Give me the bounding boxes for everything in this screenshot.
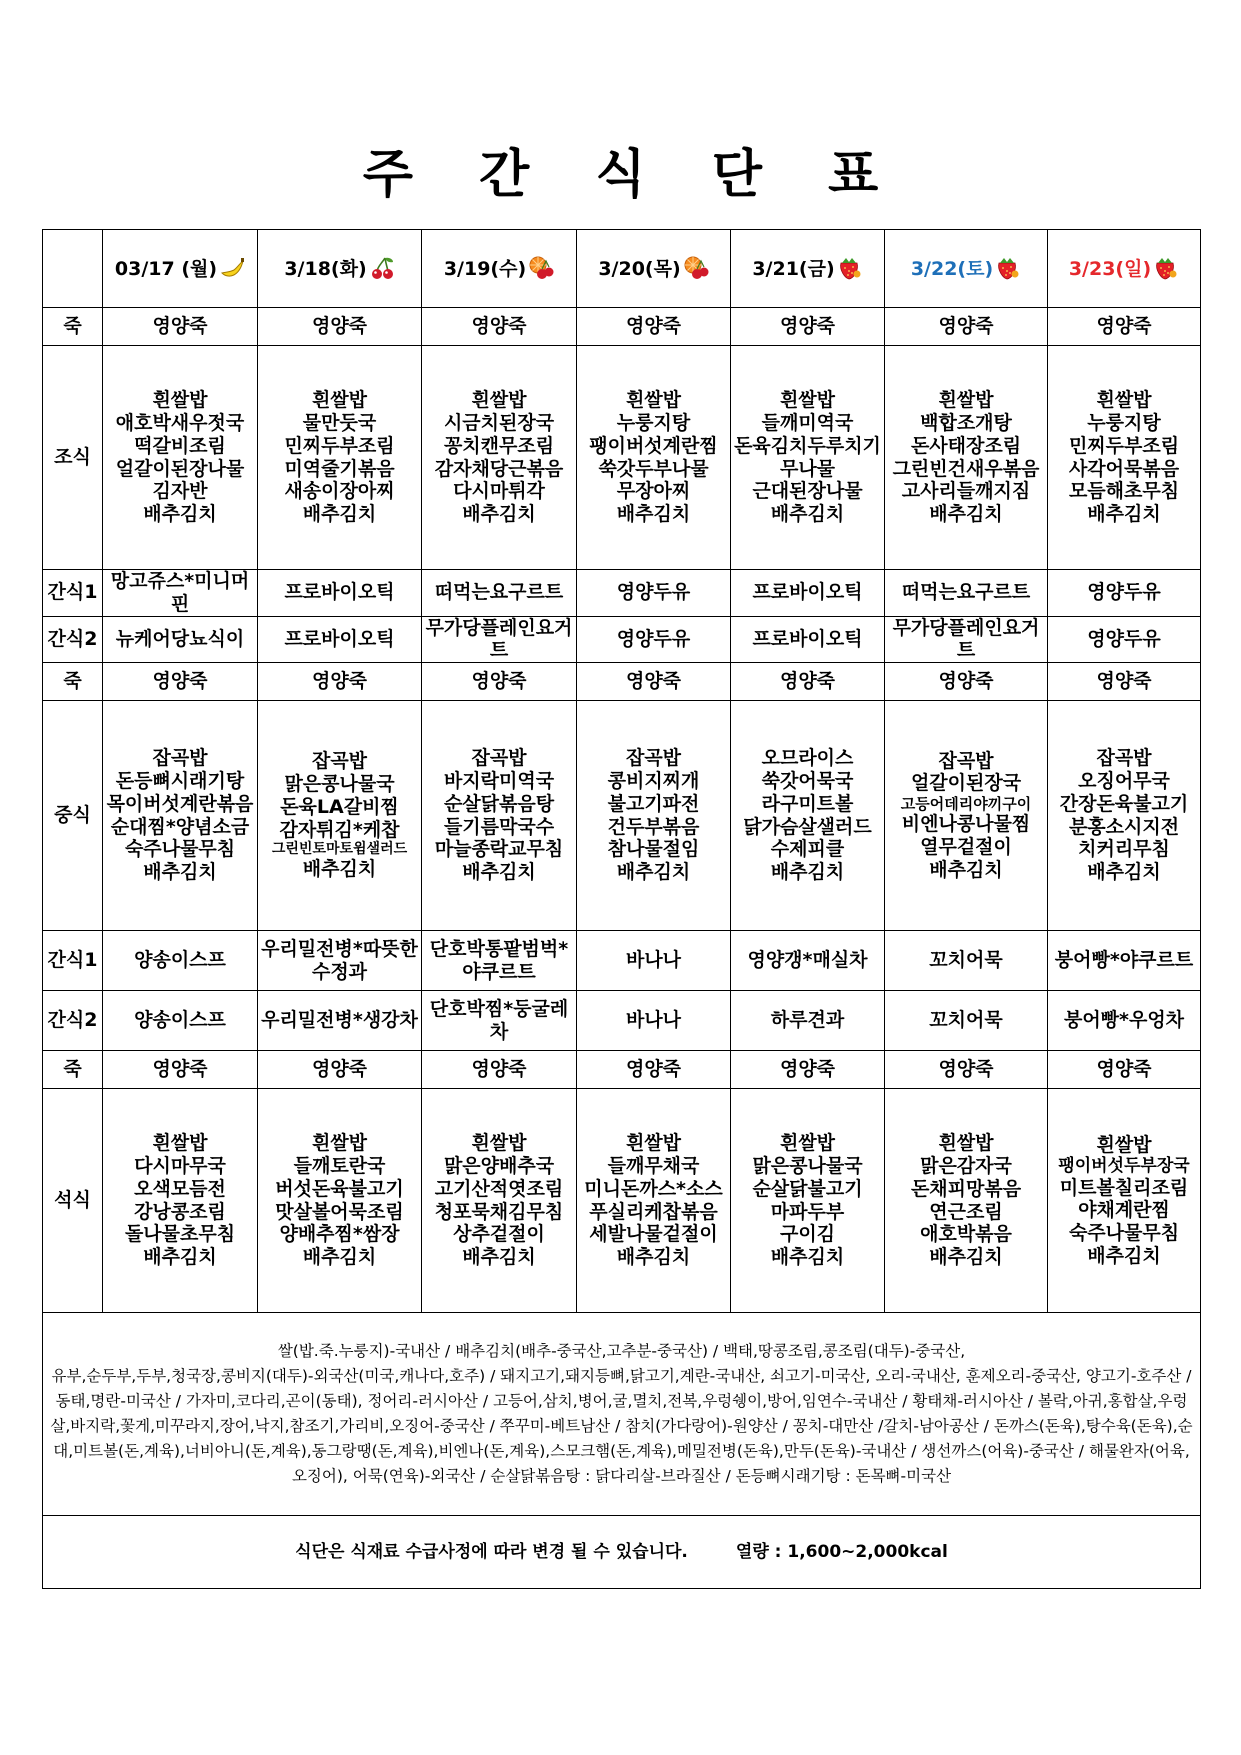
menu-item: 흰쌀밥 (938, 1132, 994, 1155)
weekly-menu-table (42, 229, 1201, 1589)
menu-item: 열무겉절이 (920, 836, 1012, 859)
row-label-breakfast: 조식 (43, 346, 103, 570)
menu-cell: 프로바이오틱 (258, 570, 422, 617)
menu-cell: 영양죽 (885, 308, 1048, 346)
menu-cell: 꼬치어묵 (885, 931, 1048, 991)
menu-cell: 영양죽 (422, 663, 577, 701)
menu-item: 잡곡밥 (471, 747, 527, 770)
menu-item: 야채계란찜 (1078, 1199, 1170, 1222)
menu-item: 불고기파전 (607, 792, 700, 815)
meal-cell (577, 346, 731, 570)
menu-cell: 우리밀전병*따뜻한 수정과 (258, 931, 422, 991)
meal-cell (103, 701, 258, 931)
menu-item: 그린빈건새우볶음 (892, 457, 1040, 480)
page-title: 주 간 식 단 표 (362, 145, 903, 205)
menu-item: 흰쌀밥 (1096, 1133, 1152, 1156)
day-label: 3/22(토) (910, 258, 994, 281)
menu-item: 들기름막국수 (443, 815, 555, 838)
menu-item: 목이버섯계란볶음 (106, 792, 254, 815)
menu-cell: 프로바이오틱 (258, 616, 422, 663)
menu-item: 돈채피망볶음 (910, 1177, 1022, 1200)
meal-cell (258, 701, 422, 931)
dinner-row (43, 1089, 1201, 1313)
menu-item: 팽이버섯두부장국 (1058, 1156, 1190, 1177)
menu-item: 배추김치 (302, 1246, 377, 1269)
menu-cell: 영양죽 (577, 1051, 731, 1089)
row-label-lunch: 중식 (43, 701, 103, 931)
corner-cell (43, 230, 103, 308)
menu-cell: 영양두유 (577, 570, 731, 617)
menu-item: 수제피클 (770, 838, 845, 861)
meal-cell (103, 346, 258, 570)
menu-item: 맑은콩나물국 (752, 1155, 863, 1178)
dinner-porridge-row (43, 1051, 1201, 1089)
menu-item: 순대찜*양념소금 (110, 815, 250, 838)
origin-notes-row (43, 1313, 1201, 1516)
menu-item: 배추김치 (1087, 1245, 1161, 1268)
menu-cell: 영양죽 (731, 663, 885, 701)
menu-item: 쑥갓두부나물 (598, 457, 709, 480)
menu-cell: 영양죽 (885, 663, 1048, 701)
menu-cell: 바나나 (577, 931, 731, 991)
day-header-tue (258, 230, 422, 308)
menu-cell: 양송이스프 (103, 991, 258, 1051)
menu-cell: 프로바이오틱 (731, 570, 885, 617)
menu-item: 흰쌀밥 (471, 389, 527, 412)
meal-cell (1048, 1089, 1201, 1313)
meal-cell (422, 701, 577, 931)
menu-cell: 붕어빵*우엉차 (1048, 991, 1201, 1051)
menu-item: 바지락미역국 (443, 770, 555, 793)
menu-item: 배추김치 (462, 861, 536, 884)
menu-cell: 영양죽 (885, 1051, 1048, 1089)
menu-item: 배추김치 (929, 1246, 1003, 1269)
menu-cell: 무가당플레인요거트 (885, 616, 1048, 663)
menu-item: 무나물 (779, 457, 836, 480)
menu-item: 돌나물초무침 (124, 1223, 236, 1246)
lunch-porridge-row (43, 663, 1201, 701)
lunch-row (43, 701, 1201, 931)
menu-item: 흰쌀밥 (471, 1132, 527, 1155)
lunch-snack1-row (43, 931, 1201, 991)
menu-cell: 영양죽 (103, 1051, 258, 1089)
menu-item: 잡곡밥 (152, 747, 208, 770)
menu-cell: 영양두유 (577, 616, 731, 663)
origin-line-1: 쌀(밥.죽.누룽지)-국내산 / 배추김치(배추-중국산,고추분-중국산) / 백태,땅콩조림,콩조림(대두)-중국산, (277, 1342, 966, 1361)
row-label-porridge: 죽 (43, 1051, 103, 1089)
menu-cell: 단호박찜*둥굴레차 (422, 991, 577, 1051)
menu-cell: 영양죽 (1048, 1051, 1201, 1089)
cherry-icon (369, 256, 395, 280)
menu-item: 고기산적엿조림 (434, 1177, 564, 1200)
menu-cell: 영양죽 (577, 308, 731, 346)
row-label-snack1: 간식1 (43, 931, 103, 991)
day-label: 3/18(화) (284, 258, 367, 281)
menu-item: 팽이버섯계란찜 (589, 434, 718, 457)
menu-item: 연근조림 (929, 1200, 1003, 1223)
menu-item: 애호박볶음 (920, 1223, 1012, 1246)
menu-item: 흰쌀밥 (938, 389, 994, 412)
menu-item: 들깨토란국 (293, 1155, 386, 1178)
menu-cell: 단호박통팥범벅*야쿠르트 (422, 931, 577, 991)
menu-item: 흰쌀밥 (152, 1132, 208, 1155)
day-label: 3/20(목) (598, 258, 681, 281)
menu-item: 시금치된장국 (443, 411, 555, 434)
menu-item: 버섯돈육불고기 (275, 1177, 404, 1200)
menu-item: 오므라이스 (761, 747, 854, 770)
menu-item: 마파두부 (770, 1200, 845, 1223)
menu-item: 배추김치 (770, 861, 845, 884)
menu-item: 배추김치 (770, 1246, 845, 1269)
menu-change-notice: 식단은 식재료 수급사정에 따라 변경 될 수 있습니다. (295, 1541, 688, 1562)
meal-cell (258, 346, 422, 570)
meal-cell (885, 346, 1048, 570)
menu-item: 배추김치 (929, 858, 1003, 881)
menu-item: 쑥갓어묵국 (761, 770, 854, 793)
day-header-thu (577, 230, 731, 308)
menu-item: 배추김치 (143, 1246, 217, 1269)
menu-cell: 영양두유 (1048, 616, 1201, 663)
breakfast-porridge-row (43, 308, 1201, 346)
day-label: 3/21(금) (752, 258, 835, 281)
day-label: 3/23(일) (1068, 258, 1152, 281)
origin-notes (43, 1313, 1201, 1516)
menu-cell: 영양죽 (577, 663, 731, 701)
menu-item: 민찌두부조림 (1068, 434, 1180, 457)
day-label: 03/17 (월) (114, 258, 218, 281)
meal-cell (885, 701, 1048, 931)
menu-cell: 하루견과 (731, 991, 885, 1051)
day-header-wed (422, 230, 577, 308)
menu-item: 잡곡밥 (1096, 747, 1152, 770)
menu-item: 얼갈이된장국 (910, 772, 1022, 795)
row-label-dinner: 석식 (43, 1089, 103, 1313)
menu-item: 고사리들깨지짐 (901, 480, 1031, 503)
menu-item: 돈등뼈시래기탕 (115, 770, 245, 793)
breakfast-snack2-row (43, 616, 1201, 663)
menu-item: 감자채당근볶음 (434, 457, 564, 480)
day-header-mon (103, 230, 258, 308)
menu-item: 숙주나물무침 (1068, 1222, 1180, 1245)
menu-item: 강낭콩조림 (134, 1200, 226, 1223)
meal-cell (1048, 701, 1201, 931)
menu-item: 숙주나물무침 (124, 838, 236, 861)
menu-cell: 붕어빵*야쿠르트 (1048, 931, 1201, 991)
menu-item: 배추김치 (770, 503, 845, 526)
menu-cell: 영양죽 (731, 1051, 885, 1089)
menu-item: 맑은양배추국 (443, 1155, 555, 1178)
banana-icon (219, 256, 245, 280)
menu-item: 상추겉절이 (453, 1223, 545, 1246)
calorie-info: 열량 : 1,600~2,000kcal (735, 1541, 948, 1562)
row-label-porridge: 죽 (43, 308, 103, 346)
menu-item: 애호박새우젓국 (115, 411, 245, 434)
menu-cell: 망고쥬스*미니머핀 (103, 570, 258, 617)
menu-item: 배추김치 (929, 503, 1003, 526)
menu-item: 다시마튀각 (453, 480, 545, 503)
meal-cell (1048, 346, 1201, 570)
breakfast-row (43, 346, 1201, 570)
menu-item: 다시마무국 (134, 1155, 226, 1178)
menu-cell: 영양죽 (258, 308, 422, 346)
strawberry-icon (995, 256, 1021, 280)
menu-item: 흰쌀밥 (625, 389, 682, 412)
menu-cell: 양송이스프 (103, 931, 258, 991)
menu-item: 배추김치 (462, 503, 536, 526)
day-header-sun (1048, 230, 1201, 308)
meal-cell (885, 1089, 1048, 1313)
strawberry-icon (837, 256, 863, 280)
menu-cell: 영양갱*매실차 (731, 931, 885, 991)
menu-item: 새송이장아찌 (284, 480, 395, 503)
menu-item: 모듬해초무침 (1068, 480, 1180, 503)
menu-item: 참나물절임 (607, 838, 700, 861)
menu-cell: 영양죽 (731, 308, 885, 346)
menu-item: 배추김치 (1087, 503, 1161, 526)
menu-cell: 영양죽 (103, 663, 258, 701)
breakfast-snack1-row (43, 570, 1201, 617)
row-label-snack1: 간식1 (43, 570, 103, 617)
menu-cell: 프로바이오틱 (731, 616, 885, 663)
meal-cell (422, 346, 577, 570)
meal-cell (103, 1089, 258, 1313)
menu-item: 흰쌀밥 (779, 389, 836, 412)
menu-item: 들깨무채국 (607, 1155, 700, 1178)
menu-cell: 영양죽 (258, 663, 422, 701)
menu-cell: 꼬치어묵 (885, 991, 1048, 1051)
meal-cell (731, 701, 885, 931)
menu-item: 순살닭볶음탕 (443, 792, 555, 815)
menu-item: 콩비지찌개 (607, 770, 700, 793)
menu-item: 맑은콩나물국 (284, 773, 395, 796)
menu-cell: 영양죽 (258, 1051, 422, 1089)
menu-cell: 뉴케어당뇨식이 (103, 616, 258, 663)
menu-cell: 영양두유 (1048, 570, 1201, 617)
menu-item: 김자반 (152, 480, 208, 503)
footer-cell (43, 1516, 1201, 1589)
row-label-porridge: 죽 (43, 663, 103, 701)
menu-item: 흰쌀밥 (311, 389, 368, 412)
menu-item: 얼갈이된장나물 (115, 457, 245, 480)
menu-item: 배추김치 (616, 503, 691, 526)
menu-item: 분홍소시지전 (1068, 815, 1180, 838)
meal-cell (731, 1089, 885, 1313)
menu-cell: 무가당플레인요거트 (422, 616, 577, 663)
menu-cell: 영양죽 (422, 308, 577, 346)
menu-item: 양배추찜*쌈장 (279, 1223, 400, 1246)
meal-cell (422, 1089, 577, 1313)
menu-item: 비엔나콩나물찜 (901, 813, 1031, 836)
menu-item: 배추김치 (143, 503, 217, 526)
day-header-sat (885, 230, 1048, 308)
menu-item: 감자튀김*케찹 (279, 818, 400, 841)
meal-cell (577, 701, 731, 931)
menu-item: 잡곡밥 (311, 750, 368, 773)
menu-item: 그린빈토마토윔샐러드 (271, 841, 408, 858)
menu-item: 백합조개탕 (920, 411, 1012, 434)
menu-item: 배추김치 (462, 1246, 536, 1269)
menu-item: 배추김치 (143, 861, 217, 884)
menu-item: 흰쌀밥 (152, 389, 208, 412)
menu-item: 푸실리케찹볶음 (589, 1200, 718, 1223)
menu-item: 맑은감자국 (920, 1155, 1012, 1178)
menu-cell: 영양죽 (103, 308, 258, 346)
menu-cell: 떠먹는요구르트 (885, 570, 1048, 617)
menu-item: 미니돈까스*소스 (584, 1177, 723, 1200)
menu-item: 순살닭불고기 (752, 1177, 863, 1200)
menu-item: 흰쌀밥 (311, 1132, 368, 1155)
menu-item: 청포묵채김무침 (434, 1200, 564, 1223)
meal-cell (577, 1089, 731, 1313)
menu-item: 세발나물겉절이 (589, 1223, 718, 1246)
menu-item: 오징어무국 (1078, 770, 1170, 793)
menu-item: 배추김치 (616, 861, 691, 884)
menu-item: 흰쌀밥 (779, 1132, 836, 1155)
menu-cell: 영양죽 (1048, 308, 1201, 346)
menu-item: 누룽지탕 (616, 411, 691, 434)
menu-item: 민찌두부조림 (284, 434, 395, 457)
menu-item: 마늘종락교무침 (434, 838, 564, 861)
menu-cell: 영양죽 (1048, 663, 1201, 701)
menu-item: 무장아찌 (616, 480, 691, 503)
menu-item: 맛살볼어묵조림 (275, 1200, 404, 1223)
menu-item: 고등어데리야끼구이 (900, 795, 1032, 814)
meal-cell (731, 346, 885, 570)
menu-item: 치커리무침 (1078, 838, 1170, 861)
menu-item: 흰쌀밥 (625, 1132, 682, 1155)
meal-cell (258, 1089, 422, 1313)
menu-item: 돈사태장조림 (910, 434, 1022, 457)
row-label-snack2: 간식2 (43, 991, 103, 1051)
menu-item: 미역줄기볶음 (284, 457, 395, 480)
menu-item: 오색모듬전 (134, 1177, 226, 1200)
menu-item: 라구미트볼 (761, 792, 854, 815)
menu-item: 떡갈비조림 (134, 434, 226, 457)
menu-cell: 떠먹는요구르트 (422, 570, 577, 617)
menu-item: 배추김치 (1087, 861, 1161, 884)
menu-cell: 우리밀전병*생강차 (258, 991, 422, 1051)
footer-row (43, 1516, 1201, 1589)
menu-item: 건두부볶음 (607, 815, 700, 838)
menu-item: 사각어묵볶음 (1068, 457, 1180, 480)
menu-item: 꽁치캔무조림 (443, 434, 555, 457)
menu-item: 흰쌀밥 (1096, 389, 1152, 412)
orange-cherry-icon (683, 256, 709, 280)
menu-item: 잡곡밥 (938, 749, 994, 772)
day-header-row (43, 230, 1201, 308)
menu-cell: 영양죽 (422, 1051, 577, 1089)
menu-item: 들깨미역국 (761, 411, 854, 434)
menu-item: 물만둣국 (302, 411, 377, 434)
menu-item: 돈육김치두루치기 (734, 434, 881, 457)
menu-item: 구이김 (779, 1223, 836, 1246)
menu-item: 근대된장나물 (752, 480, 863, 503)
row-label-snack2: 간식2 (43, 616, 103, 663)
menu-item: 배추김치 (616, 1246, 691, 1269)
menu-item: 배추김치 (302, 858, 377, 881)
lunch-snack2-row (43, 991, 1201, 1051)
menu-cell: 바나나 (577, 991, 731, 1051)
menu-item: 돈육LA갈비찜 (280, 795, 399, 818)
menu-item: 닭가슴살샐러드 (743, 815, 872, 838)
menu-item: 누룽지탕 (1087, 411, 1161, 434)
menu-item: 잡곡밥 (625, 747, 682, 770)
menu-item: 배추김치 (302, 503, 377, 526)
day-header-fri (731, 230, 885, 308)
origin-details: 유부,순두부,두부,청국장,콩비지(대두)-외국산(미국,캐나다,호주) / 돼지고기,돼지등뼈,닭고기,계란-국내산, 쇠고기-미국산, 오리-국내산, 훈제오리-중국산, 양고기-호주산 / 동태,명란-미국산 / 가자미,코다리,곤이(동태), 정어리-러시아산 / 고등어,삼치,병어,굴,멸치,전복,우렁쉥이,방어,임연수-국내산 / 황태채-러시아산 / 볼락,아귀,홍합살,우렁살,바지락,꽃게,미꾸라지,장어,낙지,참조기,가리비,오징어-중국산 / 쭈꾸미-베트남산 / 참치(가다랑어)-원양산 / 꽁치-대만산 /갈치-남아공산 / 돈까스(돈육),탕수육(돈육),순대,미트볼(돈,계육),너비아니(돈,계육),동그랑땡(돈,계육),비엔나(돈,계육),스모크햄(돈,계육),메밀전병(돈육),만두(돈육)-국내산 / 생선까스(어육)-중국산 / 해물완자(어육, 오징어), 어묵(연육)-외국산 / 순살닭볶음탕 : 닭다리살-브라질산 / 돈등뼈시래기탕 : 돈목뼈-미국산 (50, 1367, 1193, 1486)
menu-item: 미트볼칠리조림 (1059, 1176, 1189, 1199)
day-label: 3/19(수) (443, 258, 527, 281)
menu-item: 간장돈육불고기 (1059, 792, 1189, 815)
strawberry-icon (1153, 256, 1179, 280)
orange-cherry-icon (528, 256, 554, 280)
